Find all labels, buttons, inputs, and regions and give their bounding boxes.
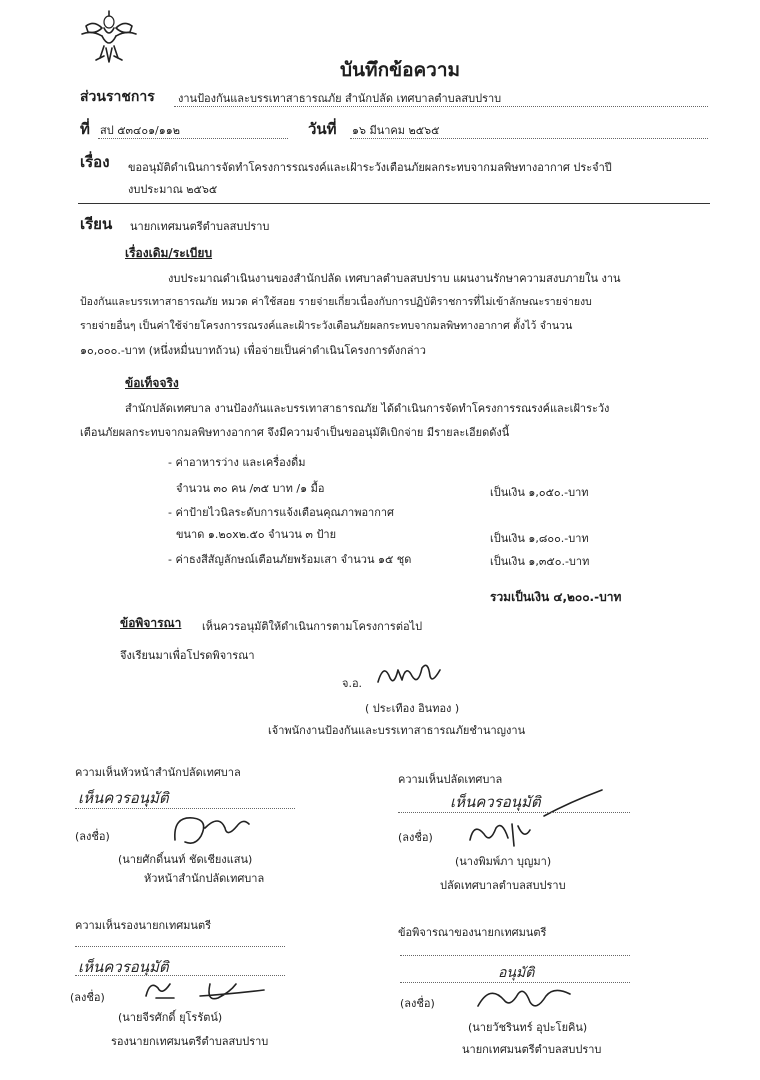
total-amount: รวมเป็นเงิน ๔,๒๐๐.-บาท — [490, 590, 622, 604]
dept-value: งานป้องกันและบรรเทาสาธารณภัย สำนักปลัด เทศบาลตำบลสบปราบ — [178, 92, 502, 105]
deputy-signature — [140, 976, 270, 1008]
opinion-mayor-position: นายกเทศมนตรีตำบลสบปราบ — [462, 1043, 602, 1056]
subject-label: เรื่อง — [80, 153, 110, 171]
item-amount-1: เป็นเงิน ๑,๐๕๐.-บาท — [490, 486, 589, 499]
author-signature — [372, 656, 452, 690]
number-value: สป ๕๓๔๐๑/๑๑๒ — [100, 124, 180, 137]
author-name: ( ประเทือง อินทอง ) — [365, 702, 460, 715]
opinion-clerk-position: ปลัดเทศบาลตำบลสบปราบ — [440, 879, 566, 892]
opinion-deputy-name: (นายจีรศักดิ์ ยุโรรัตน์) — [118, 1011, 223, 1024]
facts-heading: ข้อเท็จจริง — [125, 376, 179, 390]
background-heading: เรื่องเดิม/ระเบียบ — [125, 246, 213, 260]
dept-label: ส่วนราชการ — [80, 89, 155, 105]
opinion-clerk-name: (นางพิมพ์ภา บุญมา) — [455, 855, 552, 868]
item-desc-2b: ขนาด ๑.๒๐x๒.๕๐ จำนวน ๓ ป้าย — [176, 528, 337, 541]
opinion-head-office-name: (นายศักดิ์นนท์ ชัดเชียงแสน) — [118, 853, 253, 866]
opinion-clerk-sign-label: (ลงชื่อ) — [398, 831, 433, 844]
consideration-heading: ข้อพิจารณา — [120, 616, 182, 630]
opinion-head-office-position: หัวหน้าสำนักปลัดเทศบาล — [144, 872, 265, 885]
background-line-3: รายจ่ายอื่นๆ เป็นค่าใช้จ่ายโครงการรณรงค์และเฝ้าระวังเตือนภัยผลกระทบจากมลพิษทางอากาศ ตั้งไว้ จำนวน — [80, 320, 573, 332]
garuda-emblem — [78, 8, 140, 66]
opinion-deputy-sign-label: (ลงชื่อ) — [70, 991, 105, 1004]
opinion-clerk-handwriting: เห็นควรอนุมัติ — [450, 793, 541, 811]
head-office-signature — [165, 806, 255, 850]
opinion-mayor-sign-label: (ลงชื่อ) — [400, 997, 435, 1010]
clerk-flourish — [540, 786, 610, 820]
facts-line-1: สำนักปลัดเทศบาล งานป้องกันและบรรเทาสาธารณภัย ได้ดำเนินการจัดทำโครงการรณรงค์และเฝ้าระวัง — [125, 402, 610, 415]
opinion-deputy-line-1 — [75, 946, 285, 947]
opinion-deputy-position: รองนายกเทศมนตรีตำบลสบปราบ — [111, 1035, 269, 1048]
number-line — [98, 138, 288, 139]
opinion-deputy-heading: ความเห็นรองนายกเทศมนตรี — [75, 919, 211, 932]
opinion-mayor-heading: ข้อพิจารณาของนายกเทศมนตรี — [398, 926, 547, 939]
item-desc-2: - ค่าป้ายไวนิลระดับการแจ้งเตือนคุณภาพอากาศ — [168, 506, 395, 519]
to-label: เรียน — [80, 215, 113, 233]
memo-title: บันทึกข้อความ — [340, 59, 461, 81]
opinion-head-office-sign-label: (ลงชื่อ) — [75, 830, 110, 843]
date-line — [350, 138, 708, 139]
subject-line-2: งบประมาณ ๒๕๖๕ — [128, 183, 218, 196]
background-line-4: ๑๐,๐๐๐.-บาท (หนึ่งหมื่นบาทถ้วน) เพื่อจ่ายเป็นค่าดำเนินโครงการดังกล่าว — [80, 344, 426, 357]
opinion-clerk-heading: ความเห็นปลัดเทศบาล — [398, 773, 503, 786]
item-amount-2: เป็นเงิน ๑,๘๐๐.-บาท — [490, 532, 589, 545]
item-amount-3: เป็นเงิน ๑,๓๕๐.-บาท — [490, 555, 590, 568]
author-position: เจ้าพนักงานป้องกันและบรรเทาสาธารณภัยชำนาญงาน — [268, 724, 526, 737]
opinion-mayor-name: (นายวัชรินทร์ อุปะโยคิน) — [468, 1021, 588, 1034]
mayor-signature — [470, 982, 580, 1016]
closing-text: จึงเรียนมาเพื่อโปรดพิจารณา — [120, 649, 255, 662]
opinion-clerk-line — [398, 812, 630, 813]
clerk-signature — [464, 816, 534, 850]
background-line-1: งบประมาณดำเนินงานของสำนักปลัด เทศบาลตำบลสบปราบ แผนงานรักษาความสงบภายใน งาน — [168, 272, 621, 285]
consideration-text: เห็นควรอนุมัติให้ดำเนินการตามโครงการต่อไป — [202, 620, 423, 633]
facts-line-2: เตือนภัยผลกระทบจากมลพิษทางอากาศ จึงมีความจำเป็นขออนุมัติเบิกจ่าย มีรายละเอียดดังนี้ — [80, 426, 510, 439]
opinion-deputy-handwriting: เห็นควรอนุมัติ — [78, 958, 169, 976]
opinion-head-office-heading: ความเห็นหัวหน้าสำนักปลัดเทศบาล — [75, 766, 241, 779]
date-value: ๑๖ มีนาคม ๒๕๖๕ — [352, 124, 440, 137]
item-desc-3: - ค่าธงสีสัญลักษณ์เตือนภัยพร้อมเสา จำนวน ๑๕ ชุด — [168, 553, 412, 566]
header-divider — [78, 203, 710, 204]
to-value: นายกเทศมนตรีตำบลสบปราบ — [130, 220, 270, 233]
item-desc-1: - ค่าอาหารว่าง และเครื่องดื่ม — [168, 456, 306, 469]
number-label: ที่ — [80, 120, 90, 138]
date-label: วันที่ — [308, 120, 337, 138]
opinion-mayor-line-1 — [400, 955, 630, 956]
subject-line-1: ขออนุมัติดำเนินการจัดทำโครงการรณรงค์และเฝ้าระวังเตือนภัยผลกระทบจากมลพิษทางอากาศ ประจำปี — [128, 161, 612, 174]
dept-line — [174, 106, 708, 107]
opinion-mayor-handwriting: อนุมัติ — [498, 965, 535, 981]
item-desc-1b: จำนวน ๓๐ คน /๓๕ บาท /๑ มื้อ — [176, 482, 325, 495]
opinion-head-office-handwriting: เห็นควรอนุมัติ — [78, 789, 169, 807]
background-line-2: ป้องกันและบรรเทาสาธารณภัย หมวด ค่าใช้สอย รายจ่ายเกี่ยวเนื่องกับการปฏิบัติราชการที่ไม่เข้าลักษณะรายจ่ายงบ — [80, 296, 592, 308]
author-prefix: จ.อ. — [342, 677, 363, 690]
